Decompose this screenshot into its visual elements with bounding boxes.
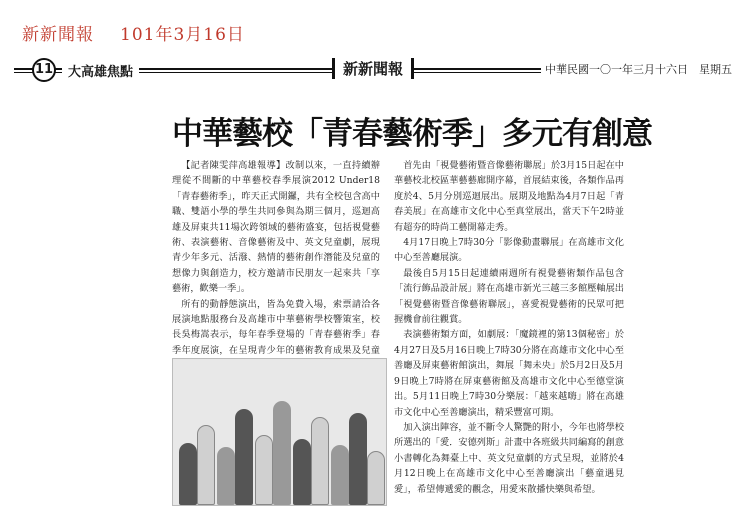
paragraph: 【記者陳雯萍高雄報導】改制以來，一直持續辦理從不間斷的中華藝校春季展演2012 Under18「青春藝術季」，昨天正式開鑼，共有全校包含高中職、雙語小學的學生共同參與為期三個月，巡迴高雄及屏東共11場次跨領域的藝術盛宴，包括視覺藝術、表演藝術、音像藝術及中、英文兒童劇，展現青少年多元、活潑、熱情的藝術創作潛能及兒童的想像力與創造力，校方邀請市民朋友一起來共「享藝術，歡樂一季」。 [172,160,380,295]
performer-figure [197,425,215,505]
paragraph: 加入演出陣容，並不斷令人驚艷的附小，今年也將學校所選出的「愛．安德列斯」計畫中各班級共同編寫的創意小書轉化為舞臺上中、英文兒童劇的方式呈現，並將於4月12日晚上在高雄市文化中心至善廳演出「藝童遇見愛」，希望傳遞愛的觀念，用愛來散播快樂與希望。 [394,421,624,495]
section-name: 大高雄焦點 [62,61,139,80]
performer-figure [349,413,367,505]
performers-photo [172,358,387,506]
article-column-left [172,158,380,389]
performer-figure [179,443,197,505]
clipping-date: 101年3月16日 [120,25,245,45]
headline: 中華藝校「青春藝術季」多元有創意 [172,116,652,152]
paragraph: 最後自5月15日起連續兩週所有視覺藝術類作品包含「流行飾品設計展」將在高雄市新光三越三多館壓軸展出「視覺藝術暨音像藝術聯展」，喜愛視覺藝術的民眾可把握機會前往觀賞。 [394,267,624,326]
performer-figure [331,445,349,505]
masthead [14,58,736,80]
paper-name: 新新聞報 [332,58,414,79]
clipping-label [22,20,271,45]
paragraph: 4月17日晚上7時30分「影像動畫聯展」在高雄市文化中心至善廳展演。 [394,237,624,264]
article [172,108,652,508]
article-column-right [394,158,624,497]
paragraph: 表演藝術類方面，如劇展：「魔鏡裡的第13個秘密」於4月27日及5月16日晚上7時30分將在高雄市文化中心至善廳及屏東藝術館演出，舞展「舞未央」於5月2日及5月9日晚上7時將在屏東藝術館及高雄市文化中心至德堂演出。5月11日晚上7時30分樂展：「越來越嗨」將在高雄市文化中心至善廳演出，精采豐富可期。 [394,329,624,418]
performer-figure [217,447,235,505]
performer-figure [367,451,385,505]
page-number: 11 [32,58,56,82]
paragraph: 首先由「視覺藝術暨音像藝術聯展」於3月15日起在中華藝校北校區華藝藝廊開序幕，首展結束後，各類作品再度於4、5月分別巡迴展出。展期及地點為4月7日起「青春美展」在高雄市文化中心至真堂展出，當天下午2時並有超夯的時尚工藝開幕走秀。 [394,160,624,233]
paragraph: 所有的動靜態演出，皆為免費入場，索票請洽各展演地點服務台及高雄市中華藝術學校響策室，校長吳梅嵩表示，每年春季登場的「青春藝術季」春季年度展演，在呈現青少年的藝術教育成果及兒童 [172,298,380,356]
publication-date: 中華民國一〇一年三月十六日 星期五 [541,61,736,77]
clipping-paper-name: 新新聞報 [22,25,94,45]
performer-figure [255,435,273,505]
performer-figure [293,439,311,505]
performer-figure [311,417,329,505]
performer-figure [235,409,253,505]
performer-figure [273,401,291,505]
